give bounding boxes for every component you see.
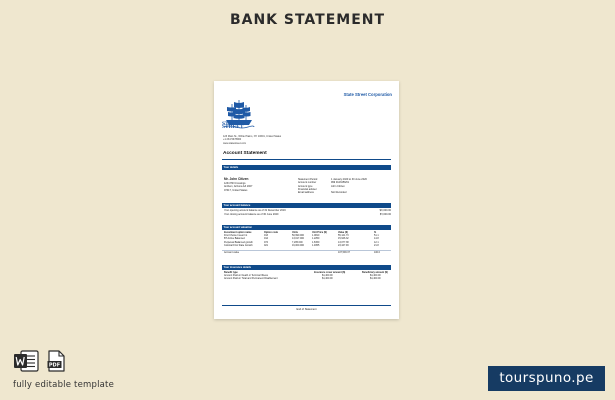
pdf-label: PDF [48, 362, 61, 369]
account-value-total: 107,593.37 [338, 250, 350, 254]
opening-balance-label: Your opening account balance as of 31 December 2019 [224, 209, 286, 212]
details-label: Statement Period [298, 178, 318, 181]
valuation-cell: 1.4655 [312, 244, 320, 248]
details-labels [298, 178, 317, 194]
closing-balance-value: $Y,000.00 [379, 212, 391, 216]
valuation-header: % [374, 230, 377, 234]
valuation-cell: 13,017.000 [292, 237, 304, 241]
details-label: Financial adviser [298, 187, 317, 191]
details-label: Account type [298, 184, 313, 188]
valuation-cell: 021 [264, 244, 268, 248]
bank-address [223, 135, 333, 145]
divider [222, 159, 391, 160]
valuation-cell: 013 [264, 233, 268, 237]
insurance-cell: $1,400.00 [370, 273, 381, 277]
phone-line: +1 234 5678900 [223, 138, 242, 142]
valuation-cell: 1.2250 [312, 237, 320, 241]
valuation-cell: 23,447.93 [338, 244, 349, 248]
valuation-cell: BT Active Balanced [224, 237, 245, 241]
insurance-cell: Amount Paid on Total and Permanent Disablement [224, 277, 278, 281]
details-values [331, 178, 367, 194]
valuation-cell: 14.8 [374, 237, 379, 241]
address-line: 123 Main St., White Plains, NY 10601, United States [223, 135, 282, 138]
valuation-header: Unit Price ($) [312, 230, 327, 234]
valuation-header: Investment option name [224, 230, 252, 234]
editable-caption: fully editable template [13, 380, 115, 390]
valuation-cell: 51.1 [374, 233, 379, 237]
valuation-header: Units [292, 230, 298, 234]
valuation-cell: 12.1 [374, 240, 379, 244]
valuation-cell: 15,946.32 [338, 237, 349, 241]
valuation-header: Option code [264, 230, 278, 234]
valuation-cell: 50,990.000 [292, 233, 304, 237]
section-insurance-details: Your insurance details [222, 265, 391, 270]
logo-text: STATE STREET [222, 121, 244, 131]
details-label: Account number [298, 181, 317, 185]
page-title: BANK STATEMENT [229, 12, 386, 28]
details-value: 999 0123456/01 [331, 181, 350, 185]
opening-balance-value: $X,000.00 [379, 209, 391, 212]
valuation-cell: 1.8150 [312, 240, 320, 244]
valuation-cell: Colonial First State Growth [224, 244, 253, 248]
details-value: 1 January 2020 to 30 June 2020 [331, 178, 367, 181]
customer-address-1: 1234 Hill Crossings [224, 182, 246, 185]
statement-document [214, 81, 399, 319]
details-label: Email address [298, 191, 314, 195]
details-value: Not Recorded [331, 191, 347, 195]
section-your-details: Your details [222, 165, 391, 170]
details-value: John Citizen [331, 184, 345, 188]
bank-name: State Street Corporation [343, 92, 392, 97]
valuation-cell: 1.0810 [312, 233, 320, 237]
valuation-cell: 21.8 [374, 244, 379, 248]
valuation-table [222, 231, 391, 259]
insurance-header: Beneficiary amount ($) [362, 270, 388, 274]
insurance-header: Insurance cover amount ($) [314, 270, 346, 274]
closing-balance-label: Your closing account balance as of 30 June 2020 [224, 212, 279, 216]
valuation-cell: Perpetual Balanced growth [224, 240, 253, 244]
customer-address-3: 07417, United States [224, 188, 248, 192]
statement-title: Account Statement [223, 151, 267, 156]
insurance-cell: $1,400.00 [370, 277, 381, 281]
brand-badge[interactable]: tourspuno.pe [488, 366, 605, 391]
valuation-cell: 16,000.000 [292, 244, 304, 248]
valuation-cell: 13,077.38 [338, 240, 349, 244]
website-line: www.statestreet.com [223, 141, 247, 145]
end-of-statement: End of Statement [296, 307, 317, 311]
insurance-cell: $1,400.00 [322, 277, 333, 281]
valuation-cell: 074 [264, 240, 268, 244]
footer-divider [222, 305, 391, 306]
valuation-cell: 55,121.73 [338, 233, 349, 237]
valuation-cell: 014 [264, 237, 268, 241]
file-format-icons [13, 350, 65, 372]
word-icon [13, 350, 39, 372]
valuation-cell: 7,205.000 [292, 240, 303, 244]
valuation-header: Value ($) [338, 230, 348, 234]
valuation-cell: First Choice Invest Int [224, 233, 248, 237]
insurance-table [222, 271, 391, 287]
section-account-balance: Your account balance [222, 203, 391, 208]
account-value-pct: 100.0 [374, 250, 380, 254]
insurance-cell: $1,400.00 [322, 273, 333, 277]
account-value-label: Account value [224, 250, 240, 254]
customer-name: Mr. John Citizen [224, 177, 249, 181]
section-account-valuation: Your account valuation [222, 225, 391, 230]
insurance-header: Benefit type [224, 270, 238, 274]
insurance-cell: Amount Paid on Death or Terminal Illness [224, 273, 268, 277]
pdf-icon [47, 350, 65, 372]
customer-address-2: Anthem, Arizona AZ 1907 [224, 185, 253, 189]
